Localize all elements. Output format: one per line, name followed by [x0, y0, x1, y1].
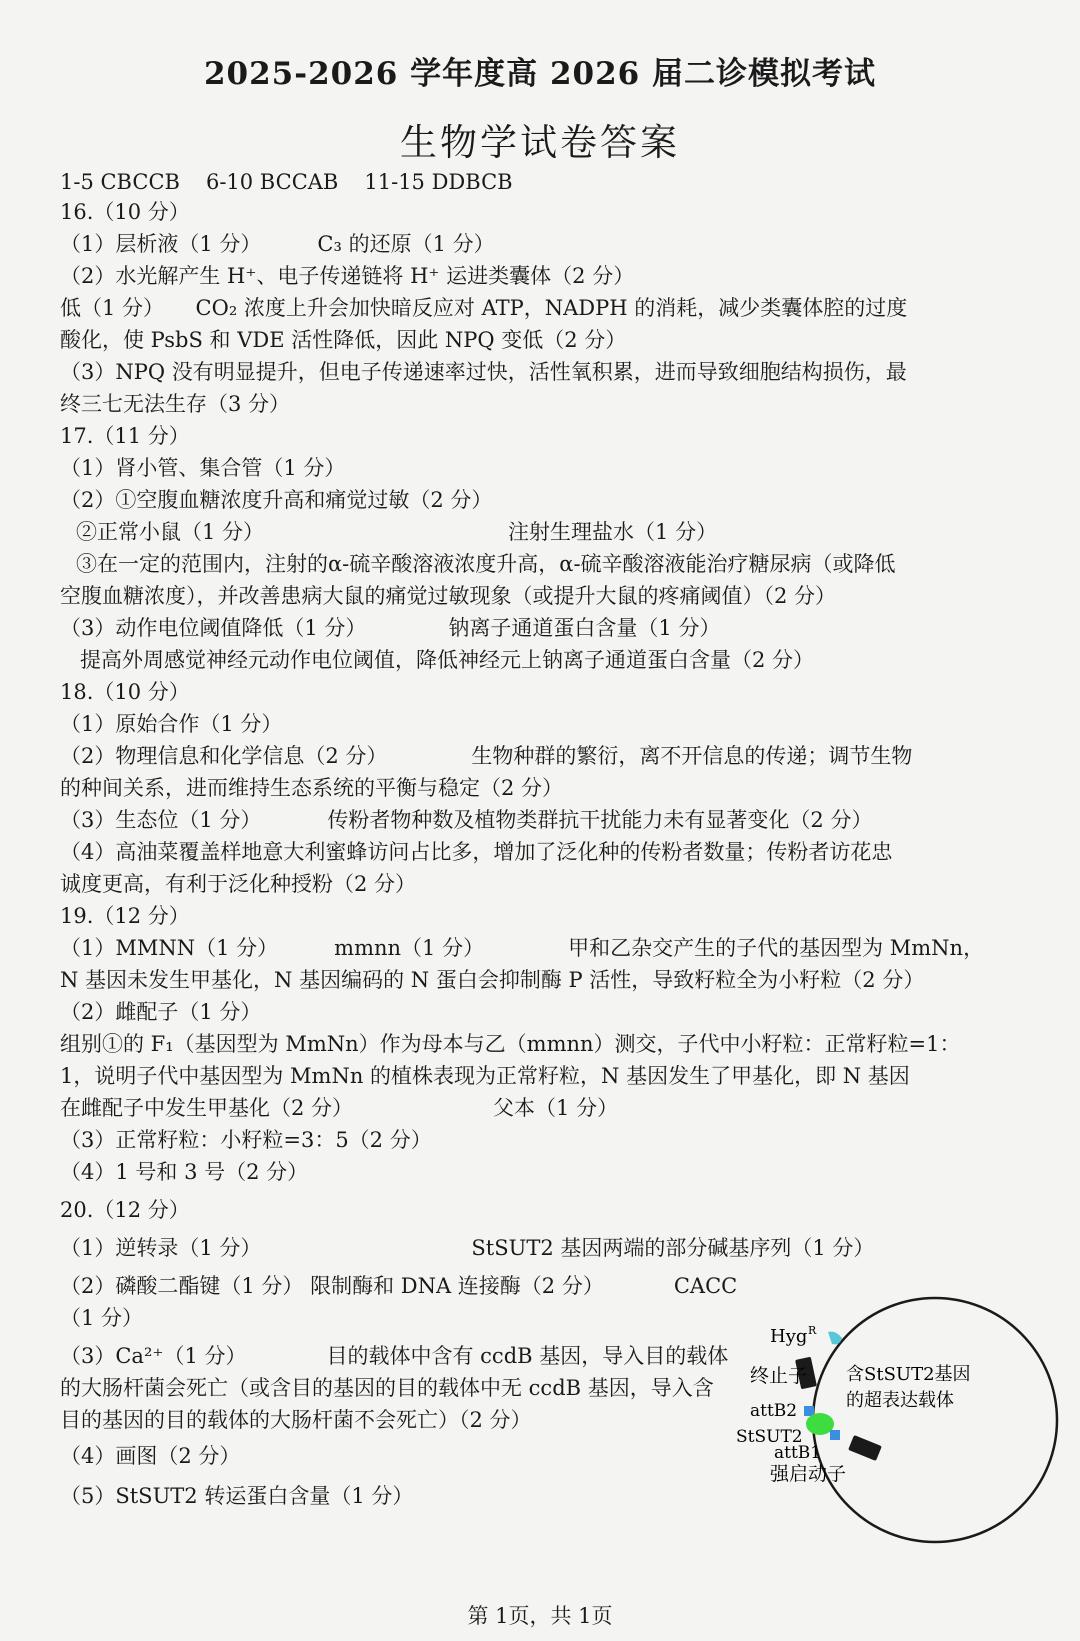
q18-part3-b: 传粉者物种数及植物类群抗干扰能力未有显著变化（2 分） — [327, 808, 873, 832]
q18-part4: （4）高油菜覆盖样地意大利蜜蜂访问占比多，增加了泛化种的传粉者数量；传粉者访花忠 — [60, 840, 893, 864]
q16-part1-b: C₃ 的还原（1 分） — [317, 232, 495, 256]
q19-line2: N 基因未发生甲基化，N 基因编码的 N 蛋白会抑制酶 P 活性，导致籽粒全为小籽粒（2 分） — [60, 968, 925, 992]
attB2-site-icon — [804, 1406, 814, 1416]
q19-part1-a: （1）MMNN（1 分） — [60, 936, 279, 960]
q20-part1-b: StSUT2 基因两端的部分碱基序列（1 分） — [471, 1236, 875, 1260]
expression-vector-diagram — [736, 1320, 1080, 1550]
q19-line4: 组别①的 F₁（基因型为 MmNn）作为母本与乙（mmnn）测交，子代中小籽粒：正常籽粒=1： — [60, 1032, 961, 1056]
hyg-superscript: R — [808, 1324, 817, 1337]
q20-part1 — [60, 1234, 874, 1262]
q17-part3-a: （3）动作电位阈值降低（1 分） — [60, 616, 367, 640]
q19-line6 — [60, 1094, 618, 1122]
q16-heading: 16.（10 分） — [60, 200, 190, 224]
q16-part1 — [60, 230, 495, 258]
q16-part1-a: （1）层析液（1 分） — [60, 232, 262, 256]
q17-line5: 空腹血糖浓度），并改善患病大鼠的痛觉过敏现象（或提升大鼠的疼痛阈值）（2 分） — [60, 584, 837, 608]
q20-part3-b: 目的载体中含有 ccdB 基因，导入目的载体 — [326, 1344, 729, 1368]
q17-part3 — [60, 614, 720, 642]
q17-part3-b: 钠离子通道蛋白含量（1 分） — [448, 616, 721, 640]
plasmid-ring — [813, 1298, 1057, 1542]
promoter-label: 强启动子 — [770, 1463, 847, 1485]
q19-line5: 1，说明子代中基因型为 MmNn 的植株表现为正常籽粒，N 基因发生了甲基化，即 N 基因 — [60, 1064, 910, 1088]
q16-part2: （2）水光解产生 H⁺、电子传递链将 H⁺ 运进类囊体（2 分） — [60, 264, 635, 288]
exam-title: 2025-2026 学年度高 2026 届二诊模拟考试 — [203, 56, 877, 92]
terminator-label: 终止子 — [750, 1365, 808, 1387]
q17-part2-2b: 注射生理盐水（1 分） — [508, 520, 718, 544]
q17-part2-2 — [76, 518, 717, 546]
q19-part4: （4）1 号和 3 号（2 分） — [60, 1160, 309, 1184]
q20-heading: 20.（12 分） — [60, 1198, 190, 1222]
q20-part4: （4）画图（2 分） — [60, 1444, 241, 1468]
q20-part5: （5）StSUT2 转运蛋白含量（1 分） — [60, 1484, 414, 1508]
q18-part1: （1）原始合作（1 分） — [60, 712, 283, 736]
q20-part3-a: （3）Ca²⁺（1 分） — [60, 1344, 247, 1368]
q19-part1 — [60, 934, 984, 962]
attB1-label: attB1 — [774, 1443, 822, 1463]
promoter-block-icon — [848, 1435, 882, 1461]
q17-part2: （2）①空腹血糖浓度升高和痛觉过敏（2 分） — [60, 488, 493, 512]
q16-line3: 低（1 分） CO₂ 浓度上升会加快暗反应对 ATP，NADPH 的消耗，减少类囊体腔的过度 — [60, 296, 908, 320]
q18-part2-b: 生物种群的繁衍，离不开信息的传递；调节生物 — [471, 744, 913, 768]
q18-part2 — [60, 742, 912, 770]
q19-part1-b: mmnn（1 分） — [334, 936, 485, 960]
hyg-label: Hyg — [770, 1326, 808, 1347]
choice-answers — [60, 168, 513, 196]
q19-line6-a: 在雌配子中发生甲基化（2 分） — [60, 1096, 354, 1120]
q17-part2-3: ③在一定的范围内，注射的α-硫辛酸溶液浓度升高，α-硫辛酸溶液能治疗糖尿病（或降低 — [76, 552, 896, 576]
q16-part3: （3）NPQ 没有明显提升，但电子传递速率过快，活性氧积累，进而导致细胞结构损伤，最 — [60, 360, 907, 384]
choice-group-3: 11-15 DDBCB — [364, 170, 513, 194]
q20-part2-b: CACC — [673, 1274, 738, 1298]
stsut2-gene-icon — [806, 1413, 834, 1435]
vector-name-line2: 的超表达载体 — [846, 1390, 954, 1411]
choice-group-1: 1-5 CBCCB — [60, 170, 180, 194]
q18-part3 — [60, 806, 872, 834]
q19-part3: （3）正常籽粒：小籽粒=3：5（2 分） — [60, 1128, 432, 1152]
q18-line3: 的种间关系，进而维持生态系统的平衡与稳定（2 分） — [60, 776, 564, 800]
attB1-site-icon — [830, 1430, 840, 1440]
q17-line7: 提高外周感觉神经元动作电位阈值，降低神经元上钠离子通道蛋白含量（2 分） — [80, 648, 815, 672]
q20-line6: 目的基因的目的载体的大肠杆菌不会死亡）（2 分） — [60, 1408, 532, 1432]
q18-line6: 诚度更高，有利于泛化种授粉（2 分） — [60, 872, 417, 896]
attB2-label: attB2 — [750, 1401, 798, 1421]
q20-line3: （1 分） — [60, 1306, 144, 1330]
q18-part3-a: （3）生态位（1 分） — [60, 808, 262, 832]
vector-name-line1: 含StSUT2基因 — [846, 1364, 971, 1385]
stsut2-label: StSUT2 — [736, 1427, 803, 1447]
q17-part2-2a: ②正常小鼠（1 分） — [76, 520, 265, 544]
page-number: 第 1页，共 1页 — [467, 1604, 613, 1628]
q19-part1-c: 甲和乙杂交产生的子代的基因型为 MmNn， — [568, 936, 985, 960]
q16-line4: 酸化，使 PsbS 和 VDE 活性降低，因此 NPQ 变低（2 分） — [60, 328, 627, 352]
q17-heading: 17.（11 分） — [60, 424, 190, 448]
q20-part3 — [60, 1342, 728, 1370]
q17-part1: （1）肾小管、集合管（1 分） — [60, 456, 346, 480]
q18-heading: 18.（10 分） — [60, 680, 190, 704]
q20-part2 — [60, 1272, 737, 1300]
q16-line6: 终三七无法生存（3 分） — [60, 392, 291, 416]
q20-part2-a: （2）磷酸二酯键（1 分） 限制酶和 DNA 连接酶（2 分） — [60, 1274, 604, 1298]
q20-line5: 的大肠杆菌会死亡（或含目的基因的目的载体中无 ccdB 基因，导入含 — [60, 1376, 714, 1400]
q19-line6-b: 父本（1 分） — [493, 1096, 619, 1120]
q19-part2: （2）雌配子（1 分） — [60, 1000, 262, 1024]
exam-subtitle: 生物学试卷答案 — [400, 121, 680, 164]
q20-part1-a: （1）逆转录（1 分） — [60, 1236, 262, 1260]
q18-part2-a: （2）物理信息和化学信息（2 分） — [60, 744, 388, 768]
choice-group-2: 6-10 BCCAB — [205, 170, 339, 194]
q19-heading: 19.（12 分） — [60, 904, 190, 928]
